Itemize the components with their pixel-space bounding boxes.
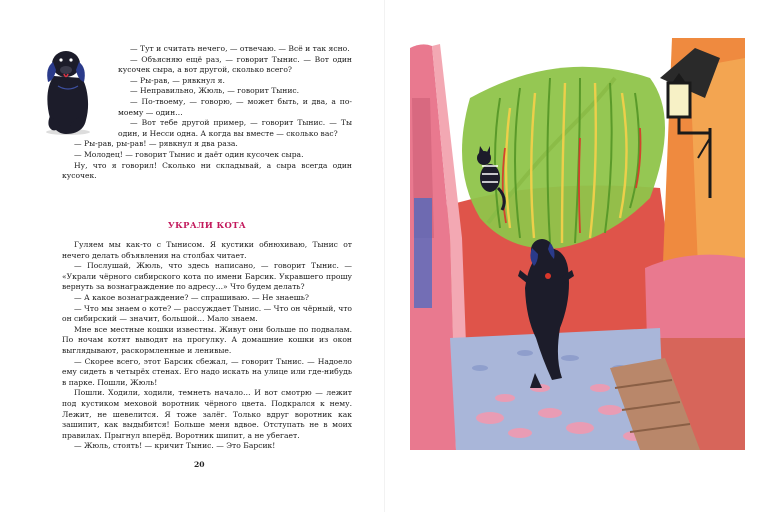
paragraph: — Жюль, стоять! — кричит Тынис. — Это Барсик! xyxy=(74,441,276,451)
paragraph: — Молодец! — говорит Тынис и даёт один кусочек сыра. xyxy=(74,149,304,159)
paragraph: — Что мы знаем о коте? — рассуждает Тынис. — Что он чёрный, что он сибирский — значит, большой… Мало знаем. xyxy=(62,303,352,324)
paragraph: — Ры-рав, ры-рав! — рявкнул я два раза. xyxy=(74,139,238,149)
paragraph: — Скорее всего, этот Барсик сбежал, — говорит Тынис. — Надоело ему сидеть в четырёх стенах. Его надо искать на улице или где-нибудь в парке. Пошли, Жюль! xyxy=(62,356,352,387)
paragraph: — Неправильно, Жюль, — говорит Тынис. xyxy=(130,86,300,96)
text-block-top xyxy=(62,44,352,182)
paragraph: — По-твоему, — говорю, — может быть, и два, а по-моему — один… xyxy=(118,96,352,117)
paragraph: Ну, что я говорил! Сколько ни складывай, а сыра всегда один кусочек. xyxy=(62,160,352,181)
paragraph: Мне все местные кошки известны. Живут они больше по подвалам. По ночам котят выводят на прогулку. А домашние кошки из окон выглядывают, раскормленные и ленивые. xyxy=(62,324,352,355)
text-block-story xyxy=(62,240,352,452)
paragraph: — Вот тебе другой пример, — говорит Тынис. — Ты один, и Несси одна. А когда вы вместе — сколько вас? xyxy=(118,118,352,138)
paragraph: — Послушай, Жюль, что здесь написано, — говорит Тынис. — «Украли чёрного сибирского кота по имени Барсик. Укравшего прошу вернуть за вознаграждение по адресу…» Что будем делать? xyxy=(62,261,352,292)
page-number: 20 xyxy=(194,460,205,469)
paragraph: — Ры-рав, — рявкнул я. xyxy=(130,75,225,85)
paragraph: — Тут и считать нечего, — отвечаю. — Всё и так ясно. xyxy=(130,44,350,53)
paragraph: — А какое вознаграждение? — спрашиваю. — Не знаешь? xyxy=(74,292,309,302)
paragraph: — Объясняю ещё раз, — говорит Тынис. — Вот один кусочек сыра, а вот другой, сколько всего? xyxy=(118,54,352,75)
chapter-title: УКРАЛИ КОТА xyxy=(167,220,247,230)
paragraph: Пошли. Ходили, ходили, темнеть начало… И вот смотрю — лежит под кустиком меховой воротник чёрного цвета. Подкрался к нему. Лежит, не шевелится. Я тоже залёг. Только вдруг воротник как зашипит, как выдыбится! Больше меня вдвое. Отступать не в моих правилах. Прыгнул вперёд. Воротник шипит, а не убегает. xyxy=(62,388,352,440)
street-scene-illustration xyxy=(410,38,745,450)
paragraph: Гуляем мы как-то с Тынисом. Я кустики обнюхиваю, Тынис от нечего делать объявления на столбах читает. xyxy=(62,240,352,260)
